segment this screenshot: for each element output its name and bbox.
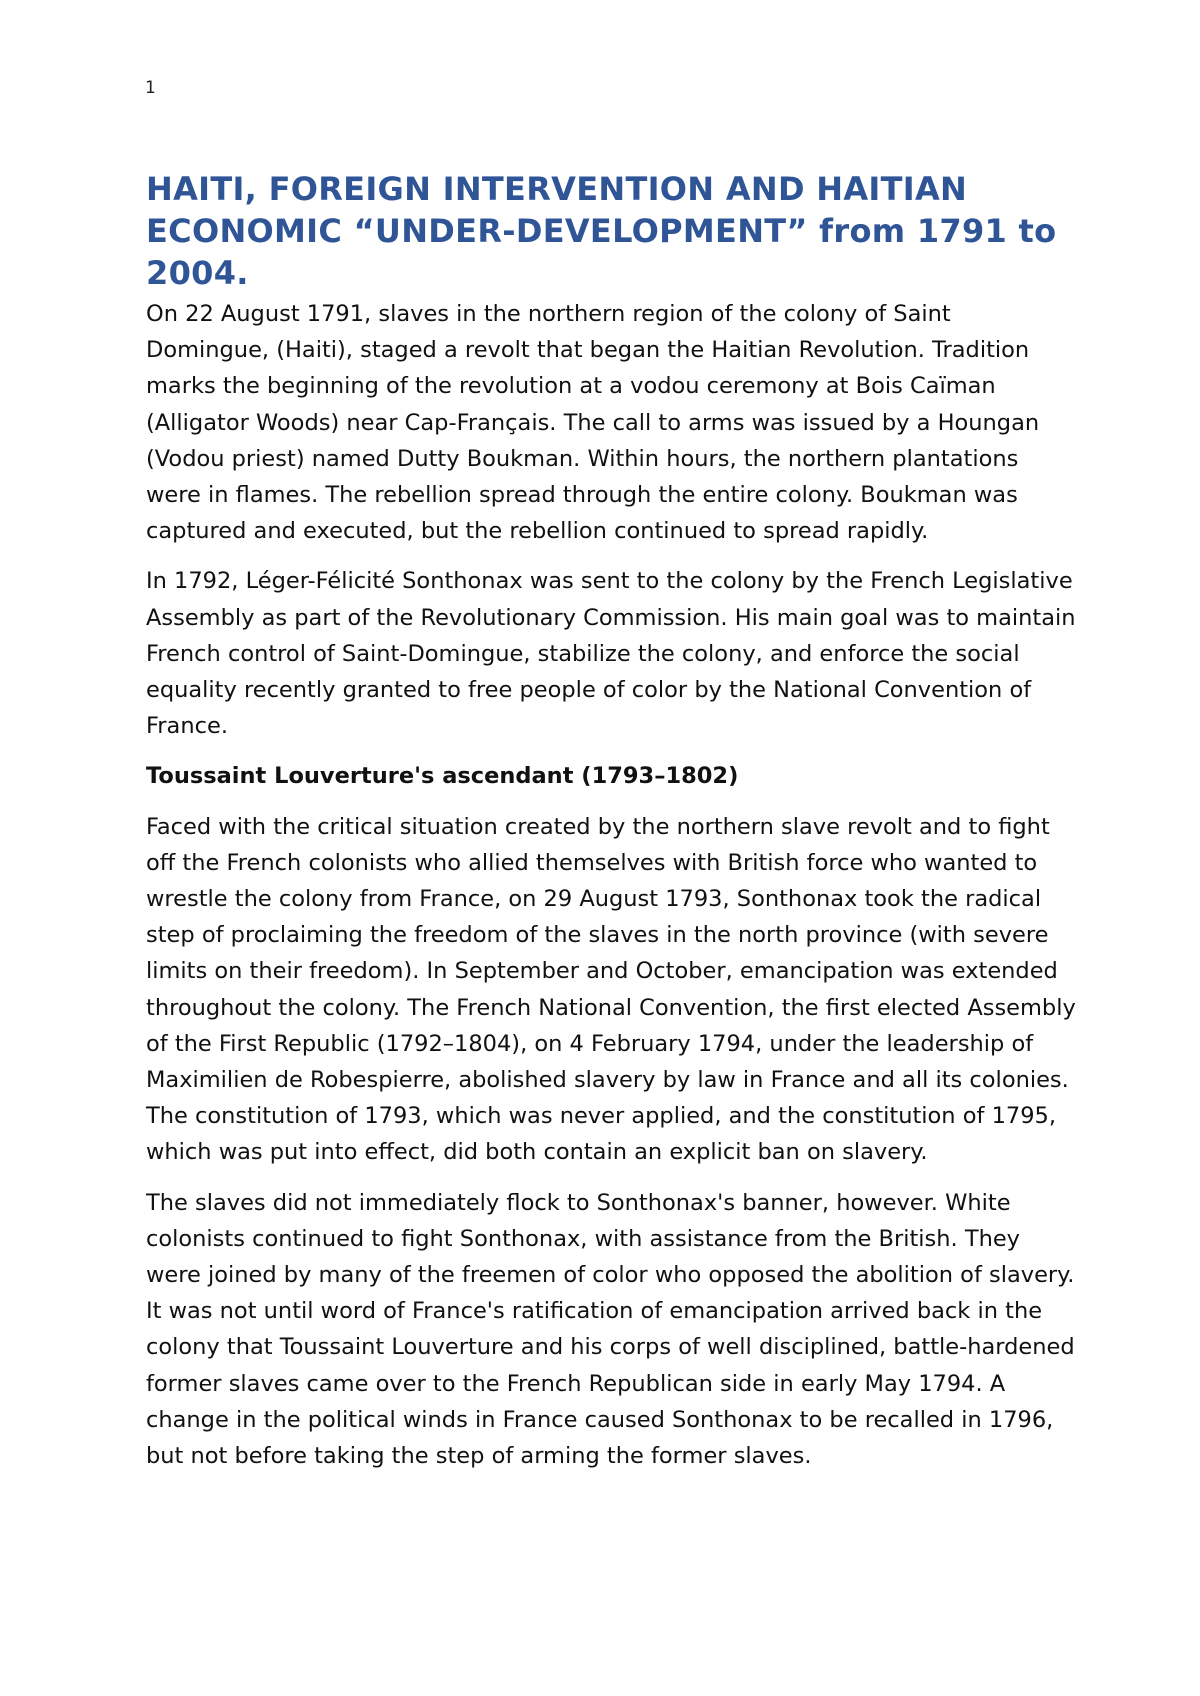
paragraph-sonthonax: In 1792, Léger-Félicité Sonthonax was sent to the colony by the French Legislative Assembly as part of the Revolutionary Commission. His main goal was to maintain French control of Saint-Domingue, stabilize the colony, and enforce the social equality recently granted to free people of color by the National Convention of France. [146, 568, 1076, 740]
section-heading: Toussaint Louverture's ascendant (1793–1802) [146, 763, 739, 790]
paragraph-louverture: The slaves did not immediately flock to Sonthonax's banner, however. White colonists continued to fight Sonthonax, with assistance from the British. They were joined by many of the freemen of color who opposed the abolition of slavery. It was not until word of France's ratification of emancipation arrived back in the colony that Toussaint Louverture and his corps of well disciplined, battle-hardened former slaves came over to the French Republican side in early May 1794. A change in the political winds in France caused Sonthonax to be recalled in 1796, but not before taking the step of arming the former slaves. [146, 1189, 1075, 1470]
paragraph-emancipation: Faced with the critical situation created by the northern slave revolt and to fight off the French colonists who allied themselves with British force who wanted to wrestle the colony from France, on 29 August 1793, Sonthonax took the radical step of proclaiming the freedom of the slaves in the north province (with severe limits on their freedom). In September and October, emancipation was extended throughout the colony. The French National Convention, the first elected Assembly of the First Republic (1792–1804), on 4 February 1794, under the leadership of Maximilien de Robespierre, abolished slavery by law in France and all its colonies. The constitution of 1793, which was never applied, and the constitution of 1795, which was put into effect, did both contain an explicit ban on slavery. [146, 813, 1076, 1166]
document-title: HAITI, FOREIGN INTERVENTION AND HAITIAN ECONOMIC “UNDER-DEVELOPMENT” from 1791 to 2004. [146, 170, 1057, 292]
document-body [146, 168, 1076, 1488]
page-number: 1 [145, 78, 156, 98]
paragraph-intro: On 22 August 1791, slaves in the northern region of the colony of Saint Domingue, (Haiti), staged a revolt that began the Haitian Revolution. Tradition marks the beginning of the revolution at a vodou ceremony at Bois Caïman (Alligator Woods) near Cap-Français. The call to arms was issued by a Houngan (Vodou priest) named Dutty Boukman. Within hours, the northern plantations were in flames. The rebellion spread through the entire colony. Boukman was captured and executed, but the rebellion continued to spread rapidly. [146, 301, 1040, 545]
